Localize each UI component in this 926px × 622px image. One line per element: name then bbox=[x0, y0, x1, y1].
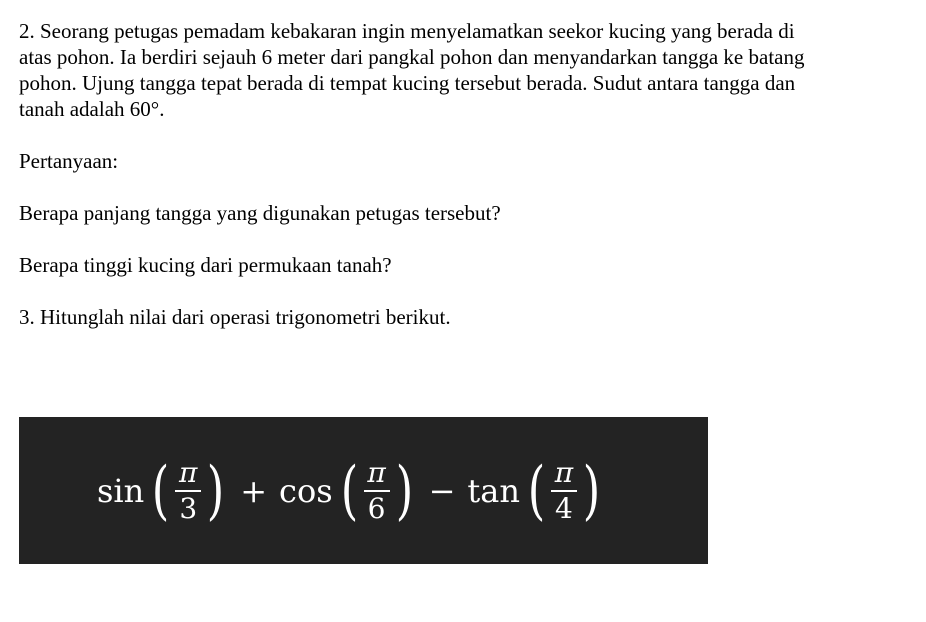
problem-2-line-4-prefix: tanah adalah bbox=[19, 97, 130, 121]
numerator: π bbox=[179, 456, 198, 490]
problem-3: 3. Hitunglah nilai dari operasi trigonometri berikut. bbox=[19, 305, 451, 329]
problem-2-line-3: pohon. Ujung tangga tepat berada di tempat kucing tersebut berada. Sudut antara tangga dan bbox=[19, 71, 796, 95]
problem-2-line-4 bbox=[19, 96, 899, 122]
fraction-pi-over-6 bbox=[364, 458, 390, 523]
sin-function: sin bbox=[97, 471, 145, 510]
denominator: 6 bbox=[367, 491, 386, 525]
spacer bbox=[19, 278, 899, 304]
paren-open: ( bbox=[340, 453, 358, 528]
paren-close: ) bbox=[582, 453, 601, 528]
paren-close: ) bbox=[395, 453, 413, 528]
numerator: π bbox=[554, 456, 574, 490]
trig-expression bbox=[97, 417, 604, 564]
formula-image bbox=[19, 417, 708, 564]
problem-2-line-1: 2. Seorang petugas pemadam kebakaran ingin menyelamatkan seekor kucing yang berada di bbox=[19, 19, 795, 43]
tan-function: tan bbox=[467, 471, 520, 510]
paren-open: ( bbox=[527, 453, 546, 528]
angle-value: 60° bbox=[129, 97, 160, 121]
fraction-pi-over-3 bbox=[175, 458, 201, 523]
problem-content bbox=[19, 18, 899, 330]
numerator: π bbox=[367, 456, 386, 490]
spacer bbox=[19, 122, 899, 148]
paren-close: ) bbox=[206, 453, 225, 528]
spacer bbox=[19, 226, 899, 252]
paren-open: ( bbox=[152, 453, 170, 528]
question-2: Berapa tinggi kucing dari permukaan tanah? bbox=[19, 253, 392, 277]
problem-2-line-4-suffix: . bbox=[159, 97, 165, 121]
fraction-pi-over-4 bbox=[551, 458, 577, 523]
denominator: 3 bbox=[179, 491, 198, 525]
cos-function: cos bbox=[279, 471, 333, 510]
problem-2-line-2: atas pohon. Ia berdiri sejauh 6 meter dari pangkal pohon dan menyandarkan tangga ke batang bbox=[19, 45, 805, 69]
question-1: Berapa panjang tangga yang digunakan petugas tersebut? bbox=[19, 201, 501, 225]
questions-heading: Pertanyaan: bbox=[19, 149, 119, 173]
plus-operator: + bbox=[240, 471, 268, 510]
spacer bbox=[19, 174, 899, 200]
denominator: 4 bbox=[554, 491, 573, 525]
minus-operator: − bbox=[428, 471, 456, 510]
